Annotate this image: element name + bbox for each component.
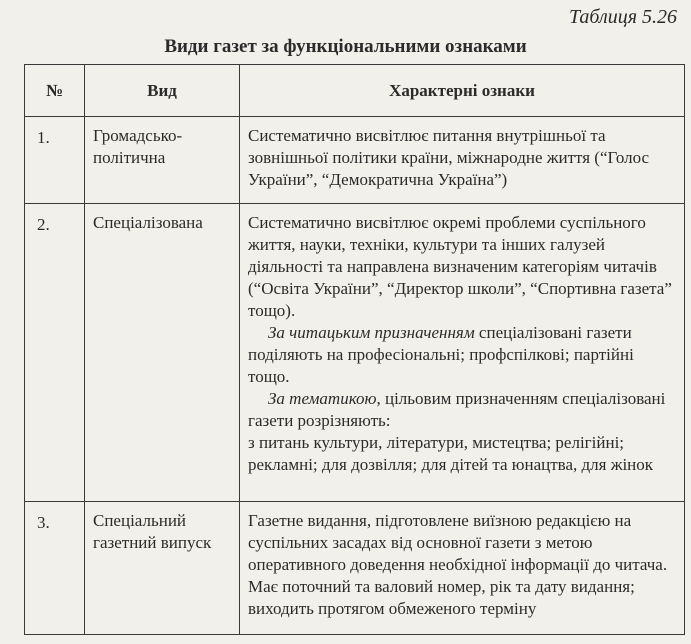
header-kind: Вид: [85, 65, 240, 117]
table-header-row: [25, 65, 685, 117]
row-num: 2.: [25, 204, 85, 502]
table-number: Таблиця 5.26: [569, 6, 677, 28]
row-desc: Систематично висвітлює питання внутрішньої та зовнішньої політики країни, міжнародне життя (“Голос України”, “Демократична Україна”): [240, 117, 685, 204]
desc-intro: Систематично висвітлює окремі проблеми суспільного життя, науки, техніки, культури та інших галузей діяльності та направлена визначеним категоріям читачів (“Освіта України”, “Директор школи”, “Спортивна газета” тощо).: [248, 213, 672, 320]
table-row: [25, 204, 685, 502]
row-desc: Газетне видання, підготовлене виїзною редакцією на суспільних засадах від основної газети з метою оперативного доведення необхідної інформації до читача. Має поточний та валовий номер, рік та дату видання; виходить протягом обмеженого терміну: [240, 502, 685, 635]
desc-paragraph: [248, 322, 672, 388]
desc-text: , цільовим призначенням спеціалізовані газети розрізняють:: [248, 389, 666, 430]
newspaper-types-table: [24, 64, 685, 635]
row-kind: Спеціалізована: [85, 204, 240, 502]
header-num: №: [25, 65, 85, 117]
desc-list: з питань культури, літератури, мистецтва; релігійні; рекламні; для дозвілля; для дітей та юнацтва, для жінок: [248, 433, 654, 474]
desc-emphasis: За тематикою: [268, 389, 377, 408]
row-num: 3.: [25, 502, 85, 635]
header-features: Характерні ознаки: [240, 65, 685, 117]
row-desc: [240, 204, 685, 502]
table-title: Види газет за функціональними ознаками: [164, 36, 527, 57]
row-kind: Громадсько-політична: [85, 117, 240, 204]
table-row: [25, 117, 685, 204]
row-num: 1.: [25, 117, 85, 204]
desc-paragraph: [248, 388, 672, 432]
table-row: [25, 502, 685, 635]
row-kind: Спеціальний газетний випуск: [85, 502, 240, 635]
desc-emphasis: За читацьким призначенням: [268, 323, 475, 342]
desc-text: спеціалізовані газети поділяють на професіональні; профспілкові; партійні тощо.: [248, 323, 634, 386]
